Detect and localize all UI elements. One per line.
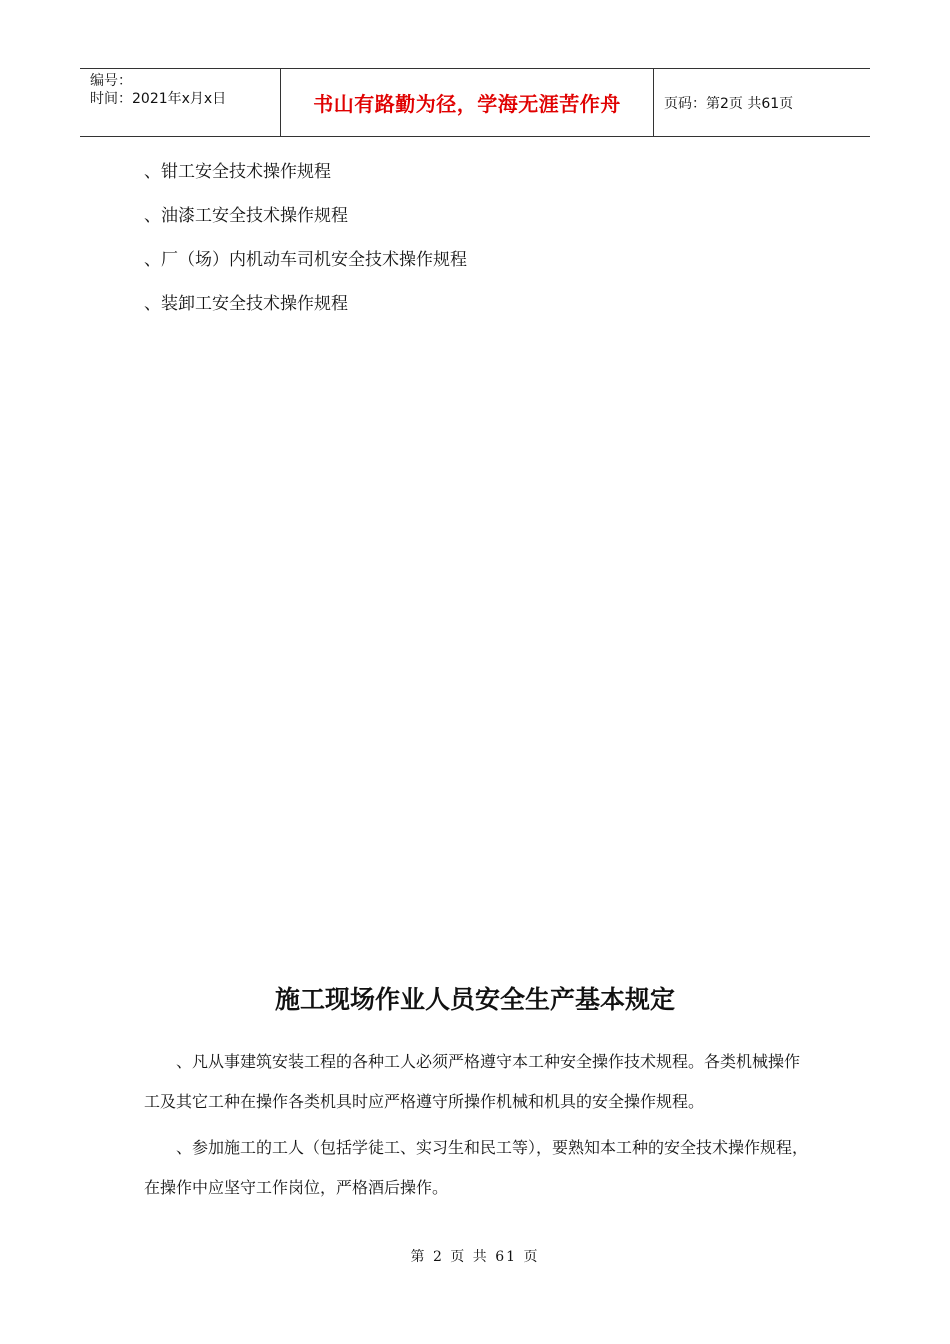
page-header bbox=[80, 68, 870, 137]
toc-item: 、钳工安全技术操作规程 bbox=[144, 162, 331, 182]
header-meta bbox=[80, 69, 281, 136]
toc-item: 、厂（场）内机动车司机安全技术操作规程 bbox=[144, 250, 467, 270]
page-footer: 第 2 页 共 61 页 bbox=[410, 1249, 540, 1265]
section-body bbox=[144, 1042, 814, 1214]
paragraph: 、参加施工的工人（包括学徒工、实习生和民工等），要熟知本工种的安全技术操作规程，在操作中应坚守工作岗位，严格酒后操作。 bbox=[144, 1138, 809, 1197]
document-date: 时间：2021年x月x日 bbox=[90, 91, 227, 107]
section-title: 施工现场作业人员安全生产基本规定 bbox=[274, 985, 675, 1014]
toc-item: 、装卸工安全技术操作规程 bbox=[144, 294, 348, 314]
table-of-contents bbox=[144, 158, 467, 334]
header-page-info: 页码：第2页 共61页 bbox=[664, 95, 794, 112]
document-number-label: 编号： bbox=[90, 73, 132, 89]
toc-item: 、油漆工安全技术操作规程 bbox=[144, 206, 348, 226]
paragraph: 、凡从事建筑安装工程的各种工人必须严格遵守本工种安全操作技术规程。各类机械操作工及其它工种在操作各类机具时应严格遵守所操作机械和机具的安全操作规程。 bbox=[144, 1052, 801, 1111]
header-motto: 书山有路勤为径，学海无涯苦作舟 bbox=[281, 69, 654, 136]
